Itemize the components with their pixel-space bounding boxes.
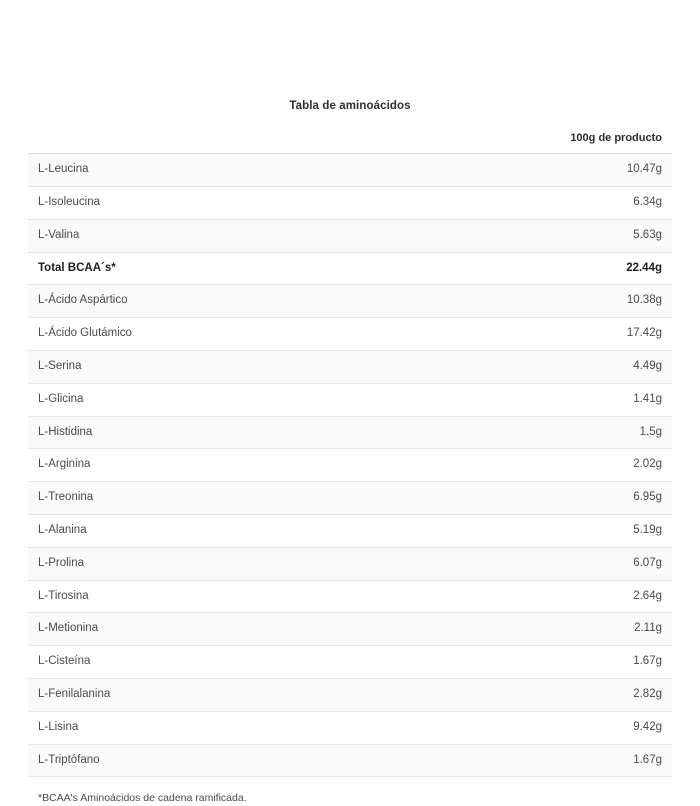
page-title: Tabla de aminoácidos [289, 100, 411, 112]
amino-acid-name: L-Serina [28, 350, 350, 383]
table-row [28, 580, 672, 613]
amino-acid-amount: 5.63g [350, 219, 672, 252]
amino-acid-name: L-Ácido Aspártico [28, 285, 350, 318]
amino-acid-amount: 2.82g [350, 678, 672, 711]
amino-acid-amount: 17.42g [350, 318, 672, 351]
amino-acid-amount: 1.41g [350, 383, 672, 416]
amino-acid-name: L-Cisteína [28, 646, 350, 679]
amino-acid-name: L-Fenilalanina [28, 678, 350, 711]
amino-acid-table [28, 132, 672, 777]
amino-acid-name: L-Treonina [28, 482, 350, 515]
amino-acid-name: L-Triptófano [28, 744, 350, 777]
amino-acid-amount: 22.44g [350, 252, 672, 285]
amino-acid-amount: 6.95g [350, 482, 672, 515]
table-row [28, 711, 672, 744]
amino-acid-amount: 2.11g [350, 613, 672, 646]
amino-acid-amount: 2.02g [350, 449, 672, 482]
amino-acid-name: L-Metionina [28, 613, 350, 646]
table-row [28, 744, 672, 777]
footnote: *BCAA's Aminoácidos de cadena ramificada. [38, 792, 247, 805]
amino-acid-name: L-Prolina [28, 547, 350, 580]
table-row [28, 646, 672, 679]
amino-acid-amount: 5.19g [350, 514, 672, 547]
amino-acid-amount: 1.67g [350, 646, 672, 679]
amino-acid-amount: 1.5g [350, 416, 672, 449]
table-row [28, 318, 672, 351]
table-header [28, 132, 672, 154]
amino-acid-amount: 2.64g [350, 580, 672, 613]
table-row [28, 219, 672, 252]
amino-acid-name: Total BCAA´s* [28, 252, 350, 285]
amino-acid-name: L-Glicina [28, 383, 350, 416]
amino-acid-name: L-Tirosina [28, 580, 350, 613]
table-row [28, 154, 672, 187]
table-row [28, 514, 672, 547]
amino-acid-amount: 1.67g [350, 744, 672, 777]
table-row [28, 678, 672, 711]
amino-acid-name: L-Leucina [28, 154, 350, 187]
table-row [28, 416, 672, 449]
table-row [28, 547, 672, 580]
amino-acid-amount: 10.47g [350, 154, 672, 187]
amino-acid-name: L-Histidina [28, 416, 350, 449]
amino-acid-name: L-Lisina [28, 711, 350, 744]
table-row [28, 186, 672, 219]
table-row [28, 383, 672, 416]
amino-acid-name: L-Arginina [28, 449, 350, 482]
table-row [28, 252, 672, 285]
amino-acid-name: L-Ácido Glutámico [28, 318, 350, 351]
table-body [28, 154, 672, 777]
table-row [28, 449, 672, 482]
amino-acid-name: L-Valina [28, 219, 350, 252]
column-header-amount: 100g de producto [350, 132, 672, 154]
amino-acid-amount: 10.38g [350, 285, 672, 318]
table-row [28, 482, 672, 515]
column-header-nutrient [28, 132, 350, 154]
table-row [28, 350, 672, 383]
amino-acid-amount: 6.07g [350, 547, 672, 580]
amino-acid-name: L-Alanina [28, 514, 350, 547]
amino-acid-amount: 4.49g [350, 350, 672, 383]
table-row [28, 613, 672, 646]
amino-acid-name: L-Isoleucina [28, 186, 350, 219]
amino-acid-amount: 6.34g [350, 186, 672, 219]
table-row [28, 285, 672, 318]
table-header-row [28, 132, 672, 154]
amino-acid-amount: 9.42g [350, 711, 672, 744]
